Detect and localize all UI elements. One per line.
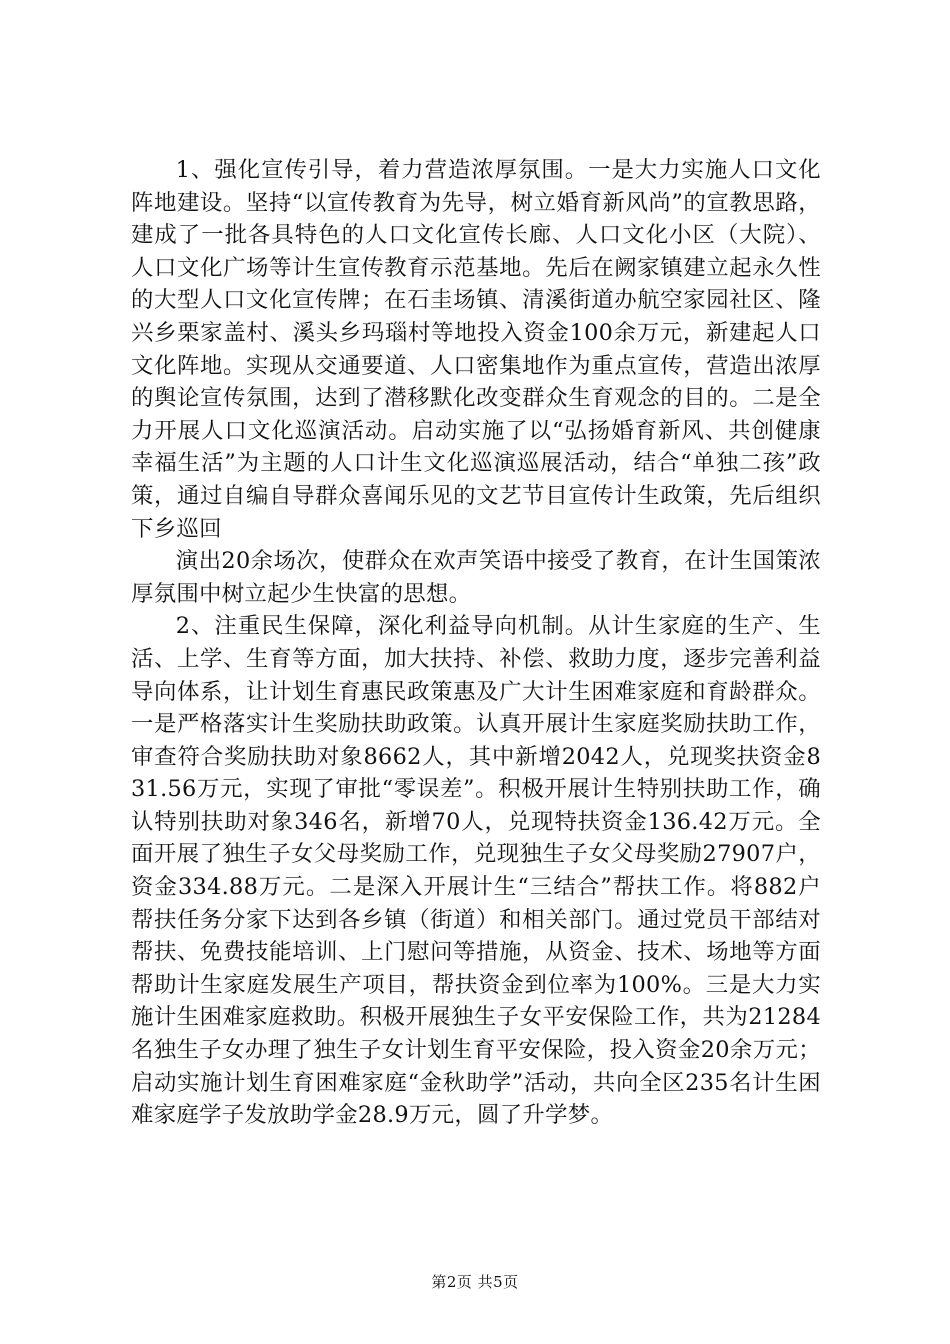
- page-number-indicator: 第2页 共5页: [431, 1273, 519, 1291]
- paragraph-performance: 演出20余场次，使群众在欢声笑语中接受了教育，在计生国策浓厚氛围中树立起少生快富的思想。: [131, 548, 821, 607]
- document-body: [131, 154, 821, 1132]
- paragraph-livelihood: 2、注重民生保障，深化利益导向机制。从计生家庭的生产、生活、上学、生育等方面，加大扶持、补偿、救助力度，逐步完善利益导向体系，让计划生育惠民政策惠及广大计生困难家庭和育龄群众。一是严格落实计生奖励扶助政策。认真开展计生家庭奖励扶助工作，审查符合奖励扶助对象8662人，其中新增2042人，兑现奖扶资金831.56万元，实现了审批“零误差”。积极开展计生特别扶助工作，确认特别扶助对象346名，新增70人，兑现特扶资金136.42万元。全面开展了独生子女父母奖励工作，兑现独生子女父母奖励27907户，资金334.88万元。二是深入开展计生“三结合”帮扶工作。将882户帮扶任务分家下达到各乡镇（街道）和相关部门。通过党员干部结对帮扶、免费技能培训、上门慰问等措施，从资金、技术、场地等方面帮助计生家庭发展生产项目，帮扶资金到位率为100%。三是大力实施计生困难家庭救助。积极开展独生子女平安保险工作，共为21284名独生子女办理了独生子女计划生育平安保险，投入资金20余万元；启动实施计划生育困难家庭“金秋助学”活动，共向全区235名计生困难家庭学子发放助学金28.9万元，圆了升学梦。: [131, 613, 821, 1129]
- paragraph-publicity: 1、强化宣传引导，着力营造浓厚氛围。一是大力实施人口文化阵地建设。坚持“以宣传教育为先导，树立婚育新风尚”的宣教思路，建成了一批各具特色的人口文化宣传长廊、人口文化小区（大院）、人口文化广场等计生宣传教育示范基地。先后在阙家镇建立起永久性的大型人口文化宣传牌；在石圭场镇、清溪街道办航空家园社区、隆兴乡栗家盖村、溪头乡玛瑙村等地投入资金100余万元，新建起人口文化阵地。实现从交通要道、人口密集地作为重点宣传，营造出浓厚的舆论宣传氛围，达到了潜移默化改变群众生育观念的目的。二是全力开展人口文化巡演活动。启动实施了以“弘扬婚育新风、共创健康幸福生活”为主题的人口计生文化巡演巡展活动，结合“单独二孩”政策，通过自编自导群众喜闻乐见的文艺节目宣传计生政策，先后组织下乡巡回: [131, 157, 821, 542]
- page-footer: [0, 1272, 950, 1292]
